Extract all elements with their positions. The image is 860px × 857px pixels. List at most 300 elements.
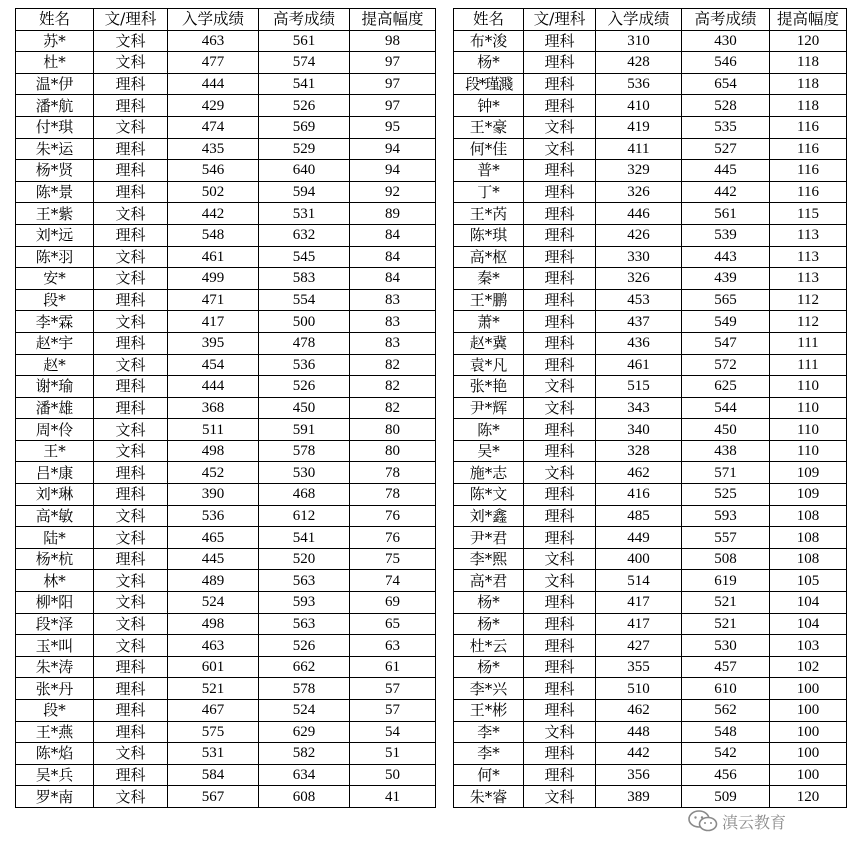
table-row bbox=[16, 138, 436, 160]
entrance-score-cell: 428 bbox=[596, 52, 682, 74]
entrance-score-cell: 467 bbox=[168, 700, 259, 722]
track-cell: 理科 bbox=[524, 95, 596, 117]
track-cell: 文科 bbox=[524, 721, 596, 743]
improvement-cell: 78 bbox=[350, 462, 436, 484]
entrance-score-cell: 442 bbox=[168, 203, 259, 225]
entrance-score-cell: 462 bbox=[596, 462, 682, 484]
table-row bbox=[16, 786, 436, 808]
track-cell: 理科 bbox=[94, 397, 168, 419]
table-row bbox=[16, 73, 436, 95]
gaokao-score-cell: 528 bbox=[682, 95, 770, 117]
track-cell: 理科 bbox=[94, 95, 168, 117]
entrance-score-cell: 426 bbox=[596, 224, 682, 246]
improvement-cell: 120 bbox=[770, 786, 847, 808]
gaokao-score-cell: 612 bbox=[259, 505, 350, 527]
table-row bbox=[16, 203, 436, 225]
gaokao-score-cell: 468 bbox=[259, 484, 350, 506]
column-header: 入学成绩 bbox=[596, 9, 682, 31]
improvement-cell: 108 bbox=[770, 548, 847, 570]
student-name-cell: 王*豪 bbox=[454, 116, 524, 138]
track-cell: 理科 bbox=[94, 462, 168, 484]
track-cell: 文科 bbox=[94, 440, 168, 462]
track-cell: 理科 bbox=[524, 505, 596, 527]
gaokao-score-cell: 571 bbox=[682, 462, 770, 484]
gaokao-score-cell: 536 bbox=[259, 354, 350, 376]
improvement-cell: 116 bbox=[770, 116, 847, 138]
improvement-cell: 83 bbox=[350, 332, 436, 354]
entrance-score-cell: 395 bbox=[168, 332, 259, 354]
gaokao-score-cell: 583 bbox=[259, 268, 350, 290]
table-row bbox=[16, 592, 436, 614]
gaokao-score-cell: 557 bbox=[682, 527, 770, 549]
entrance-score-cell: 329 bbox=[596, 160, 682, 182]
entrance-score-cell: 471 bbox=[168, 289, 259, 311]
track-cell: 理科 bbox=[524, 440, 596, 462]
track-cell: 理科 bbox=[94, 764, 168, 786]
student-name-cell: 潘*航 bbox=[16, 95, 94, 117]
entrance-score-cell: 448 bbox=[596, 721, 682, 743]
track-cell: 理科 bbox=[524, 246, 596, 268]
table-row bbox=[16, 246, 436, 268]
student-name-cell: 王*彬 bbox=[454, 700, 524, 722]
improvement-cell: 57 bbox=[350, 700, 436, 722]
improvement-cell: 110 bbox=[770, 397, 847, 419]
track-cell: 文科 bbox=[524, 116, 596, 138]
improvement-cell: 80 bbox=[350, 440, 436, 462]
gaokao-score-cell: 430 bbox=[682, 30, 770, 52]
table-row bbox=[16, 52, 436, 74]
track-cell: 理科 bbox=[524, 592, 596, 614]
improvement-cell: 94 bbox=[350, 138, 436, 160]
watermark-text: 滇云教育 bbox=[722, 812, 787, 832]
entrance-score-cell: 567 bbox=[168, 786, 259, 808]
gaokao-score-cell: 521 bbox=[682, 592, 770, 614]
table-row bbox=[454, 181, 847, 203]
score-table-right bbox=[453, 8, 847, 808]
student-name-cell: 王*鹏 bbox=[454, 289, 524, 311]
entrance-score-cell: 446 bbox=[596, 203, 682, 225]
table-row bbox=[454, 635, 847, 657]
track-cell: 理科 bbox=[524, 268, 596, 290]
table-row bbox=[454, 721, 847, 743]
gaokao-score-cell: 593 bbox=[682, 505, 770, 527]
student-name-cell: 朱*运 bbox=[16, 138, 94, 160]
student-name-cell: 段*泽 bbox=[16, 613, 94, 635]
track-cell: 文科 bbox=[524, 376, 596, 398]
table-row bbox=[16, 505, 436, 527]
gaokao-score-cell: 625 bbox=[682, 376, 770, 398]
gaokao-score-cell: 531 bbox=[259, 203, 350, 225]
improvement-cell: 76 bbox=[350, 505, 436, 527]
student-name-cell: 萧* bbox=[454, 311, 524, 333]
student-name-cell: 张*丹 bbox=[16, 678, 94, 700]
table-row bbox=[16, 354, 436, 376]
improvement-cell: 113 bbox=[770, 224, 847, 246]
table-row bbox=[16, 419, 436, 441]
student-name-cell: 布*浚 bbox=[454, 30, 524, 52]
gaokao-score-cell: 619 bbox=[682, 570, 770, 592]
table-row bbox=[16, 311, 436, 333]
table-row bbox=[16, 268, 436, 290]
improvement-cell: 118 bbox=[770, 73, 847, 95]
entrance-score-cell: 477 bbox=[168, 52, 259, 74]
gaokao-score-cell: 549 bbox=[682, 311, 770, 333]
track-cell: 文科 bbox=[524, 462, 596, 484]
track-cell: 理科 bbox=[94, 721, 168, 743]
entrance-score-cell: 584 bbox=[168, 764, 259, 786]
entrance-score-cell: 521 bbox=[168, 678, 259, 700]
improvement-cell: 102 bbox=[770, 656, 847, 678]
student-name-cell: 李*兴 bbox=[454, 678, 524, 700]
table-row bbox=[454, 527, 847, 549]
student-name-cell: 陈*文 bbox=[454, 484, 524, 506]
entrance-score-cell: 444 bbox=[168, 376, 259, 398]
gaokao-score-cell: 524 bbox=[259, 700, 350, 722]
improvement-cell: 82 bbox=[350, 354, 436, 376]
improvement-cell: 103 bbox=[770, 635, 847, 657]
entrance-score-cell: 417 bbox=[596, 613, 682, 635]
student-name-cell: 朱*睿 bbox=[454, 786, 524, 808]
improvement-cell: 95 bbox=[350, 116, 436, 138]
table-row bbox=[16, 613, 436, 635]
student-name-cell: 杨*贤 bbox=[16, 160, 94, 182]
track-cell: 文科 bbox=[94, 592, 168, 614]
student-name-cell: 杜*云 bbox=[454, 635, 524, 657]
student-name-cell: 张*艳 bbox=[454, 376, 524, 398]
entrance-score-cell: 389 bbox=[596, 786, 682, 808]
entrance-score-cell: 310 bbox=[596, 30, 682, 52]
student-name-cell: 吴* bbox=[454, 440, 524, 462]
gaokao-score-cell: 438 bbox=[682, 440, 770, 462]
entrance-score-cell: 510 bbox=[596, 678, 682, 700]
table-row bbox=[16, 376, 436, 398]
student-name-cell: 赵*冀 bbox=[454, 332, 524, 354]
entrance-score-cell: 601 bbox=[168, 656, 259, 678]
gaokao-score-cell: 563 bbox=[259, 570, 350, 592]
track-cell: 理科 bbox=[524, 181, 596, 203]
improvement-cell: 97 bbox=[350, 73, 436, 95]
entrance-score-cell: 417 bbox=[596, 592, 682, 614]
gaokao-score-cell: 539 bbox=[682, 224, 770, 246]
track-cell: 文科 bbox=[94, 52, 168, 74]
improvement-cell: 89 bbox=[350, 203, 436, 225]
table-row bbox=[16, 527, 436, 549]
table-row bbox=[454, 376, 847, 398]
improvement-cell: 51 bbox=[350, 743, 436, 765]
table-row bbox=[16, 548, 436, 570]
student-name-cell: 谢*瑜 bbox=[16, 376, 94, 398]
entrance-score-cell: 390 bbox=[168, 484, 259, 506]
gaokao-score-cell: 450 bbox=[682, 419, 770, 441]
student-name-cell: 苏* bbox=[16, 30, 94, 52]
gaokao-score-cell: 561 bbox=[259, 30, 350, 52]
entrance-score-cell: 498 bbox=[168, 613, 259, 635]
table-row bbox=[454, 570, 847, 592]
track-cell: 文科 bbox=[94, 419, 168, 441]
track-cell: 理科 bbox=[524, 764, 596, 786]
entrance-score-cell: 435 bbox=[168, 138, 259, 160]
improvement-cell: 110 bbox=[770, 440, 847, 462]
track-cell: 理科 bbox=[524, 678, 596, 700]
gaokao-score-cell: 443 bbox=[682, 246, 770, 268]
track-cell: 文科 bbox=[524, 548, 596, 570]
student-name-cell: 陈* bbox=[454, 419, 524, 441]
entrance-score-cell: 355 bbox=[596, 656, 682, 678]
student-name-cell: 李*霖 bbox=[16, 311, 94, 333]
gaokao-score-cell: 582 bbox=[259, 743, 350, 765]
table-row bbox=[454, 613, 847, 635]
table-row bbox=[16, 656, 436, 678]
entrance-score-cell: 536 bbox=[596, 73, 682, 95]
entrance-score-cell: 546 bbox=[168, 160, 259, 182]
improvement-cell: 78 bbox=[350, 484, 436, 506]
student-name-cell: 赵*宇 bbox=[16, 332, 94, 354]
table-row bbox=[16, 462, 436, 484]
improvement-cell: 118 bbox=[770, 95, 847, 117]
student-name-cell: 王* bbox=[16, 440, 94, 462]
improvement-cell: 110 bbox=[770, 376, 847, 398]
student-name-cell: 吕*康 bbox=[16, 462, 94, 484]
table-row bbox=[16, 635, 436, 657]
improvement-cell: 118 bbox=[770, 52, 847, 74]
table-row bbox=[454, 548, 847, 570]
student-name-cell: 何*佳 bbox=[454, 138, 524, 160]
improvement-cell: 97 bbox=[350, 52, 436, 74]
improvement-cell: 61 bbox=[350, 656, 436, 678]
track-cell: 理科 bbox=[524, 613, 596, 635]
student-name-cell: 罗*南 bbox=[16, 786, 94, 808]
track-cell: 文科 bbox=[94, 30, 168, 52]
improvement-cell: 57 bbox=[350, 678, 436, 700]
track-cell: 文科 bbox=[94, 786, 168, 808]
improvement-cell: 54 bbox=[350, 721, 436, 743]
gaokao-score-cell: 546 bbox=[682, 52, 770, 74]
track-cell: 理科 bbox=[524, 203, 596, 225]
table-row bbox=[16, 116, 436, 138]
improvement-cell: 100 bbox=[770, 743, 847, 765]
gaokao-score-cell: 548 bbox=[682, 721, 770, 743]
column-header: 提高幅度 bbox=[770, 9, 847, 31]
improvement-cell: 83 bbox=[350, 311, 436, 333]
entrance-score-cell: 536 bbox=[168, 505, 259, 527]
table-row bbox=[454, 764, 847, 786]
improvement-cell: 109 bbox=[770, 484, 847, 506]
table-row bbox=[16, 721, 436, 743]
improvement-cell: 100 bbox=[770, 721, 847, 743]
improvement-cell: 105 bbox=[770, 570, 847, 592]
track-cell: 文科 bbox=[94, 570, 168, 592]
table-row bbox=[16, 160, 436, 182]
student-name-cell: 李* bbox=[454, 743, 524, 765]
column-header: 姓名 bbox=[16, 9, 94, 31]
improvement-cell: 82 bbox=[350, 397, 436, 419]
column-header: 高考成绩 bbox=[682, 9, 770, 31]
track-cell: 理科 bbox=[94, 224, 168, 246]
student-name-cell: 陈*景 bbox=[16, 181, 94, 203]
table-row bbox=[454, 743, 847, 765]
track-cell: 文科 bbox=[94, 613, 168, 635]
gaokao-score-cell: 562 bbox=[682, 700, 770, 722]
track-cell: 理科 bbox=[524, 52, 596, 74]
gaokao-score-cell: 526 bbox=[259, 95, 350, 117]
student-name-cell: 段*瑾濺 bbox=[454, 73, 524, 95]
entrance-score-cell: 429 bbox=[168, 95, 259, 117]
gaokao-score-cell: 634 bbox=[259, 764, 350, 786]
gaokao-score-cell: 544 bbox=[682, 397, 770, 419]
gaokao-score-cell: 654 bbox=[682, 73, 770, 95]
table-row bbox=[454, 203, 847, 225]
improvement-cell: 120 bbox=[770, 30, 847, 52]
entrance-score-cell: 461 bbox=[596, 354, 682, 376]
entrance-score-cell: 452 bbox=[168, 462, 259, 484]
gaokao-score-cell: 541 bbox=[259, 527, 350, 549]
column-header: 高考成绩 bbox=[259, 9, 350, 31]
gaokao-score-cell: 593 bbox=[259, 592, 350, 614]
gaokao-score-cell: 542 bbox=[682, 743, 770, 765]
track-cell: 文科 bbox=[94, 635, 168, 657]
gaokao-score-cell: 565 bbox=[682, 289, 770, 311]
student-name-cell: 高*枢 bbox=[454, 246, 524, 268]
entrance-score-cell: 463 bbox=[168, 635, 259, 657]
student-name-cell: 温*伊 bbox=[16, 73, 94, 95]
table-row bbox=[454, 73, 847, 95]
student-name-cell: 玉*叫 bbox=[16, 635, 94, 657]
track-cell: 理科 bbox=[524, 30, 596, 52]
student-name-cell: 普* bbox=[454, 160, 524, 182]
improvement-cell: 116 bbox=[770, 160, 847, 182]
student-name-cell: 陈*焰 bbox=[16, 743, 94, 765]
wechat-icon bbox=[688, 810, 718, 832]
entrance-score-cell: 463 bbox=[168, 30, 259, 52]
student-name-cell: 杨*杭 bbox=[16, 548, 94, 570]
table-row bbox=[454, 354, 847, 376]
gaokao-score-cell: 610 bbox=[682, 678, 770, 700]
student-name-cell: 何* bbox=[454, 764, 524, 786]
gaokao-score-cell: 574 bbox=[259, 52, 350, 74]
student-name-cell: 尹*君 bbox=[454, 527, 524, 549]
improvement-cell: 69 bbox=[350, 592, 436, 614]
table-row bbox=[454, 332, 847, 354]
track-cell: 文科 bbox=[94, 203, 168, 225]
column-header: 提高幅度 bbox=[350, 9, 436, 31]
gaokao-score-cell: 439 bbox=[682, 268, 770, 290]
entrance-score-cell: 416 bbox=[596, 484, 682, 506]
gaokao-score-cell: 442 bbox=[682, 181, 770, 203]
student-name-cell: 林* bbox=[16, 570, 94, 592]
gaokao-score-cell: 608 bbox=[259, 786, 350, 808]
entrance-score-cell: 356 bbox=[596, 764, 682, 786]
gaokao-score-cell: 541 bbox=[259, 73, 350, 95]
entrance-score-cell: 343 bbox=[596, 397, 682, 419]
improvement-cell: 115 bbox=[770, 203, 847, 225]
table-row bbox=[454, 52, 847, 74]
track-cell: 理科 bbox=[524, 224, 596, 246]
table-row bbox=[454, 95, 847, 117]
student-name-cell: 陆* bbox=[16, 527, 94, 549]
student-name-cell: 柳*阳 bbox=[16, 592, 94, 614]
track-cell: 文科 bbox=[94, 505, 168, 527]
track-cell: 理科 bbox=[94, 484, 168, 506]
gaokao-score-cell: 456 bbox=[682, 764, 770, 786]
track-cell: 理科 bbox=[524, 73, 596, 95]
improvement-cell: 94 bbox=[350, 160, 436, 182]
student-name-cell: 李*熙 bbox=[454, 548, 524, 570]
track-cell: 理科 bbox=[524, 354, 596, 376]
improvement-cell: 116 bbox=[770, 138, 847, 160]
track-cell: 文科 bbox=[524, 570, 596, 592]
table-row bbox=[454, 138, 847, 160]
gaokao-score-cell: 529 bbox=[259, 138, 350, 160]
entrance-score-cell: 575 bbox=[168, 721, 259, 743]
entrance-score-cell: 326 bbox=[596, 181, 682, 203]
improvement-cell: 110 bbox=[770, 419, 847, 441]
track-cell: 理科 bbox=[94, 376, 168, 398]
gaokao-score-cell: 563 bbox=[259, 613, 350, 635]
table-row bbox=[16, 484, 436, 506]
gaokao-score-cell: 526 bbox=[259, 376, 350, 398]
entrance-score-cell: 436 bbox=[596, 332, 682, 354]
entrance-score-cell: 462 bbox=[596, 700, 682, 722]
gaokao-score-cell: 525 bbox=[682, 484, 770, 506]
improvement-cell: 84 bbox=[350, 224, 436, 246]
student-name-cell: 刘*琳 bbox=[16, 484, 94, 506]
improvement-cell: 108 bbox=[770, 505, 847, 527]
table-row bbox=[454, 311, 847, 333]
gaokao-score-cell: 572 bbox=[682, 354, 770, 376]
gaokao-score-cell: 535 bbox=[682, 116, 770, 138]
table-row bbox=[16, 224, 436, 246]
improvement-cell: 112 bbox=[770, 311, 847, 333]
entrance-score-cell: 444 bbox=[168, 73, 259, 95]
gaokao-score-cell: 547 bbox=[682, 332, 770, 354]
entrance-score-cell: 400 bbox=[596, 548, 682, 570]
entrance-score-cell: 326 bbox=[596, 268, 682, 290]
student-name-cell: 钟* bbox=[454, 95, 524, 117]
entrance-score-cell: 461 bbox=[168, 246, 259, 268]
improvement-cell: 75 bbox=[350, 548, 436, 570]
table-row bbox=[454, 289, 847, 311]
track-cell: 理科 bbox=[524, 289, 596, 311]
student-name-cell: 高*君 bbox=[454, 570, 524, 592]
improvement-cell: 116 bbox=[770, 181, 847, 203]
improvement-cell: 111 bbox=[770, 354, 847, 376]
table-row bbox=[454, 246, 847, 268]
entrance-score-cell: 498 bbox=[168, 440, 259, 462]
gaokao-score-cell: 632 bbox=[259, 224, 350, 246]
table-row bbox=[454, 440, 847, 462]
track-cell: 理科 bbox=[524, 743, 596, 765]
improvement-cell: 82 bbox=[350, 376, 436, 398]
gaokao-score-cell: 520 bbox=[259, 548, 350, 570]
track-cell: 理科 bbox=[524, 656, 596, 678]
table-row bbox=[454, 700, 847, 722]
student-name-cell: 安* bbox=[16, 268, 94, 290]
student-name-cell: 王*芮 bbox=[454, 203, 524, 225]
gaokao-score-cell: 508 bbox=[682, 548, 770, 570]
entrance-score-cell: 368 bbox=[168, 397, 259, 419]
entrance-score-cell: 524 bbox=[168, 592, 259, 614]
entrance-score-cell: 485 bbox=[596, 505, 682, 527]
improvement-cell: 74 bbox=[350, 570, 436, 592]
table-row bbox=[454, 419, 847, 441]
track-cell: 理科 bbox=[524, 311, 596, 333]
entrance-score-cell: 548 bbox=[168, 224, 259, 246]
entrance-score-cell: 427 bbox=[596, 635, 682, 657]
entrance-score-cell: 442 bbox=[596, 743, 682, 765]
table-row bbox=[16, 30, 436, 52]
table-row bbox=[454, 397, 847, 419]
track-cell: 理科 bbox=[524, 419, 596, 441]
